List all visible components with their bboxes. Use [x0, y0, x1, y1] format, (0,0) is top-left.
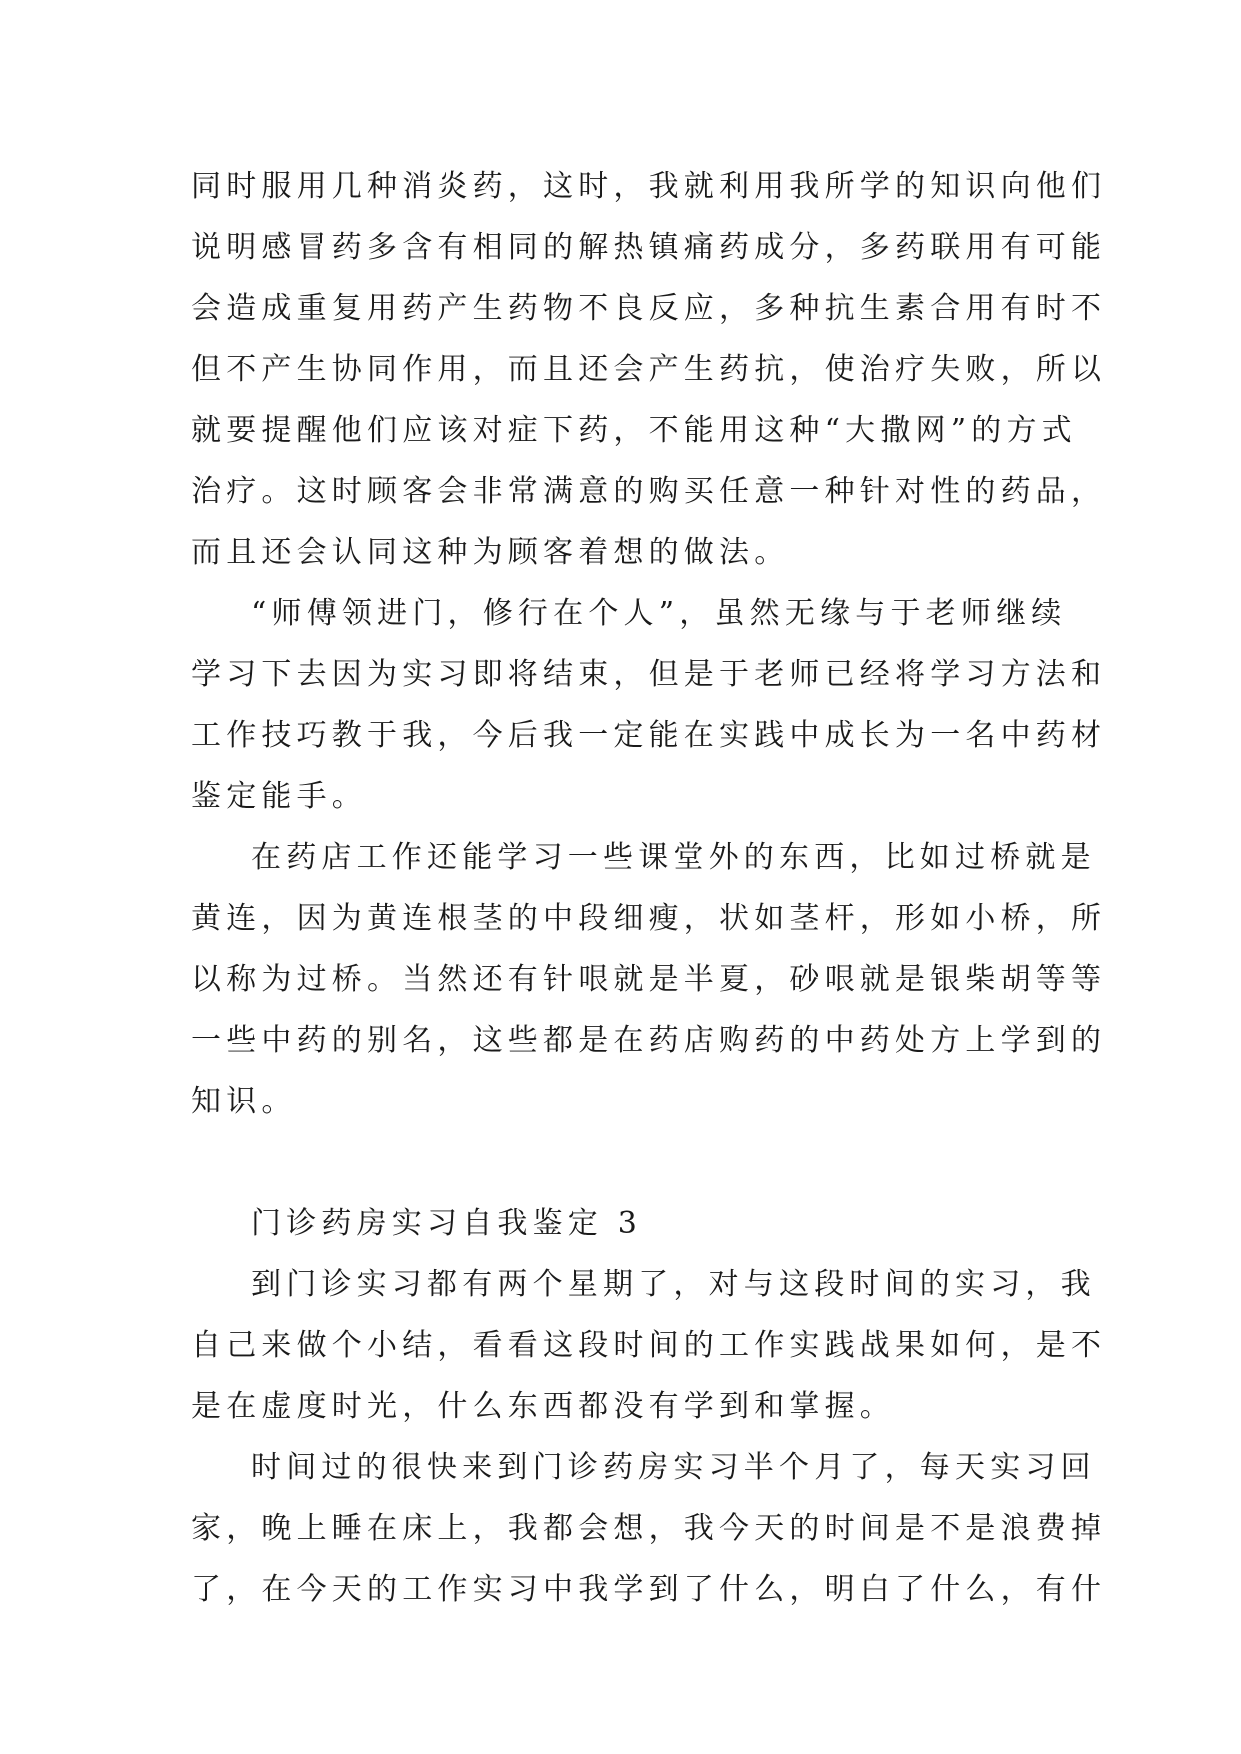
text-line: 治疗。这时顾客会非常满意的购买任意一种针对性的药品，: [191, 474, 1107, 509]
section-heading: 门诊药房实习自我鉴定 3: [251, 1206, 643, 1241]
text-line: 说明感冒药多含有相同的解热镇痛药成分，多药联用有可能: [191, 230, 1107, 265]
paragraph-start-line: 到门诊实习都有两个星期了，对与这段时间的实习，我: [251, 1267, 1096, 1302]
text-line: 鉴定能手。: [191, 779, 367, 814]
paragraph-start-line: 在药店工作还能学习一些课堂外的东西，比如过桥就是: [251, 840, 1096, 875]
text-line: 同时服用几种消炎药，这时，我就利用我所学的知识向他们: [191, 169, 1107, 204]
text-line: 但不产生协同作用，而且还会产生药抗，使治疗失败，所以: [191, 352, 1107, 387]
text-line: 了，在今天的工作实习中我学到了什么，明白了什么，有什: [191, 1572, 1107, 1607]
text-line: 以称为过桥。当然还有针哏就是半夏，砂哏就是银柴胡等等: [191, 962, 1107, 997]
text-line: 学习下去因为实习即将结束，但是于老师已经将学习方法和: [191, 657, 1107, 692]
text-line: 自己来做个小结，看看这段时间的工作实践战果如何，是不: [191, 1328, 1107, 1363]
paragraph-start-line: 时间过的很快来到门诊药房实习半个月了，每天实习回: [251, 1450, 1096, 1485]
text-line: 工作技巧教于我，今后我一定能在实践中成长为一名中药材: [191, 718, 1107, 753]
paragraph-start-line: “师傅领进门，修行在个人”，虽然无缘与于老师继续: [251, 596, 1067, 631]
text-line: 家，晚上睡在床上，我都会想，我今天的时间是不是浪费掉: [191, 1511, 1107, 1546]
text-line: 知识。: [191, 1084, 297, 1119]
text-line: 一些中药的别名，这些都是在药店购药的中药处方上学到的: [191, 1023, 1107, 1058]
text-line: 黄连，因为黄连根茎的中段细瘦，状如茎杆，形如小桥，所: [191, 901, 1107, 936]
text-line: 就要提醒他们应该对症下药，不能用这种“大撒网”的方式: [191, 413, 1077, 448]
text-line: 是在虚度时光，什么东西都没有学到和掌握。: [191, 1389, 895, 1424]
text-line: 会造成重复用药产生药物不良反应，多种抗生素合用有时不: [191, 291, 1107, 326]
text-line: 而且还会认同这种为顾客着想的做法。: [191, 535, 790, 570]
